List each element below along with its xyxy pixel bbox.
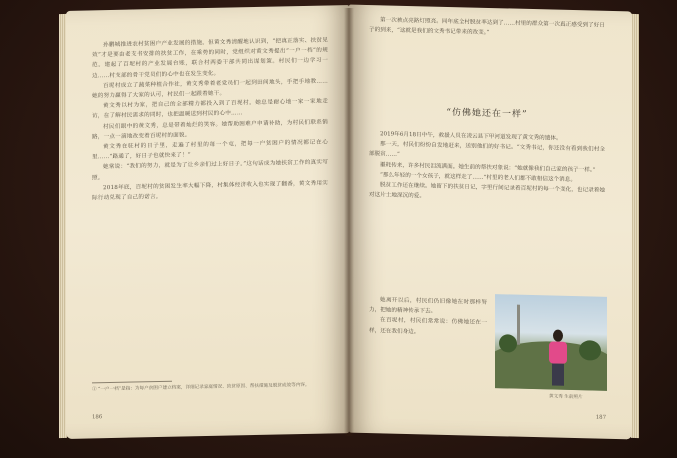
paragraph: 她离开以后，村民们仍旧像她在时那样努力，把她的精神传承下去。 — [369, 297, 487, 315]
right-page-body — [369, 129, 605, 206]
paragraph: 黄文秀在驻村的日子里，走遍了村里的每一个屯，把每一户贫困户的情况都记在心里……“路通了，好日子也就快来了！” — [92, 139, 328, 161]
footnote: ① “一户一档”是指：为每户贫困户建立档案，详细记录家庭情况、致贫原因、帮扶措施及脱贫成效等内容。 — [92, 382, 310, 393]
paragraph: 孙鹏城推进农村贫困户产业发展的措施。但黄文秀清醒地认识到，“把真正落实、扶贫见效”才是要由老支书安排的扶贫工作，在乘势的同时，党组织对黄文秀提出“一户一档”的规范。建起了百坭村的产业发展台账，联合村两委干部共同出谋划策。村民们一边学习一边……村支部的骨干党员们的心中也在发生变化。 — [92, 37, 328, 80]
paragraph: 噩耗传来，许多村民泪流满面。她生前的帮扶对象说：“她就像我们自己家的孩子一样。” — [380, 161, 596, 174]
paragraph: 2018年底，百坭村的贫困发生率大幅下降，村集体经济收入也实现了翻番，黄文秀用实际行动兑现了自己的诺言。 — [92, 180, 328, 202]
paragraph: 第一次被点亮路灯照亮。同年底全村脱贫率达到了……村里的群众第一次真正感受到了好日子的到来，“这就是我们的文秀书记带来的改变。” — [369, 17, 605, 37]
section-title: “仿佛她还在一样” — [446, 107, 528, 120]
paragraph: 脱贫工作还在继续。她留下的扶贫日记，字里行间记录着百坭村的每一个变化，也记录着她对这片土地深沉的爱。 — [369, 182, 605, 200]
paragraph: 2019年6月18日中午，救援人员在凌云县下甲河道发现了黄文秀的遗体。 — [380, 131, 562, 142]
page-number: 186 — [92, 414, 103, 421]
right-page-side-text — [369, 295, 487, 339]
photo-caption: 黄文秀 生前照片 — [549, 394, 583, 401]
footnote-divider — [92, 381, 172, 384]
right-page-edges — [631, 14, 639, 438]
paragraph: 她常说：“我们的努力，就是为了让乡亲们过上好日子。”这句话成为她扶贫工作的真实写照。 — [92, 159, 328, 182]
page-number: 187 — [595, 414, 606, 421]
right-page-continuation — [369, 15, 605, 41]
left-page-body — [92, 35, 328, 203]
left-page — [66, 5, 349, 439]
person-legs — [552, 364, 564, 386]
photo-person — [547, 329, 569, 388]
paragraph: 那一天，村民们纷纷自发地赶来，送别他们的好书记。“文秀书记，你还没有看到我们村全部脱贫……” — [369, 141, 605, 159]
paragraph: 黄文秀以村为家，把自己的全部精力都投入到了百坭村。她总是耐心地一家一家地走访，在了解村民需求的同时，也把温暖送到村民的心中…… — [92, 98, 328, 120]
book-spine-shadow — [344, 8, 354, 436]
open-book — [66, 8, 632, 436]
person-jacket — [549, 341, 567, 363]
right-page — [349, 5, 632, 440]
paragraph: 村民们眼中的黄文秀，总是带着灿烂的笑容。她帮助困难户申请补助，为村民们联系销路，一点一滴地改变着百坭村的面貌。 — [92, 119, 328, 141]
photo-tower — [517, 305, 520, 345]
paragraph: “那么年轻的一个女孩子，就这样走了……”村里的老人们都不敢相信这个消息。 — [380, 172, 576, 183]
person-head — [553, 330, 563, 342]
portrait-photo — [495, 294, 607, 391]
paragraph: 在百坭村，村民们常常说：仿佛她还在一样，还在我们身边。 — [369, 317, 487, 335]
paragraph: 百坭村成立了蔬菜种植合作社，黄文秀带着老党员们一起到田间地头，手把手地教……她的努力赢得了大家的认可，村民们一起跟着她干。 — [92, 78, 328, 100]
photo-tree — [499, 334, 517, 352]
photo-tree — [579, 340, 601, 361]
